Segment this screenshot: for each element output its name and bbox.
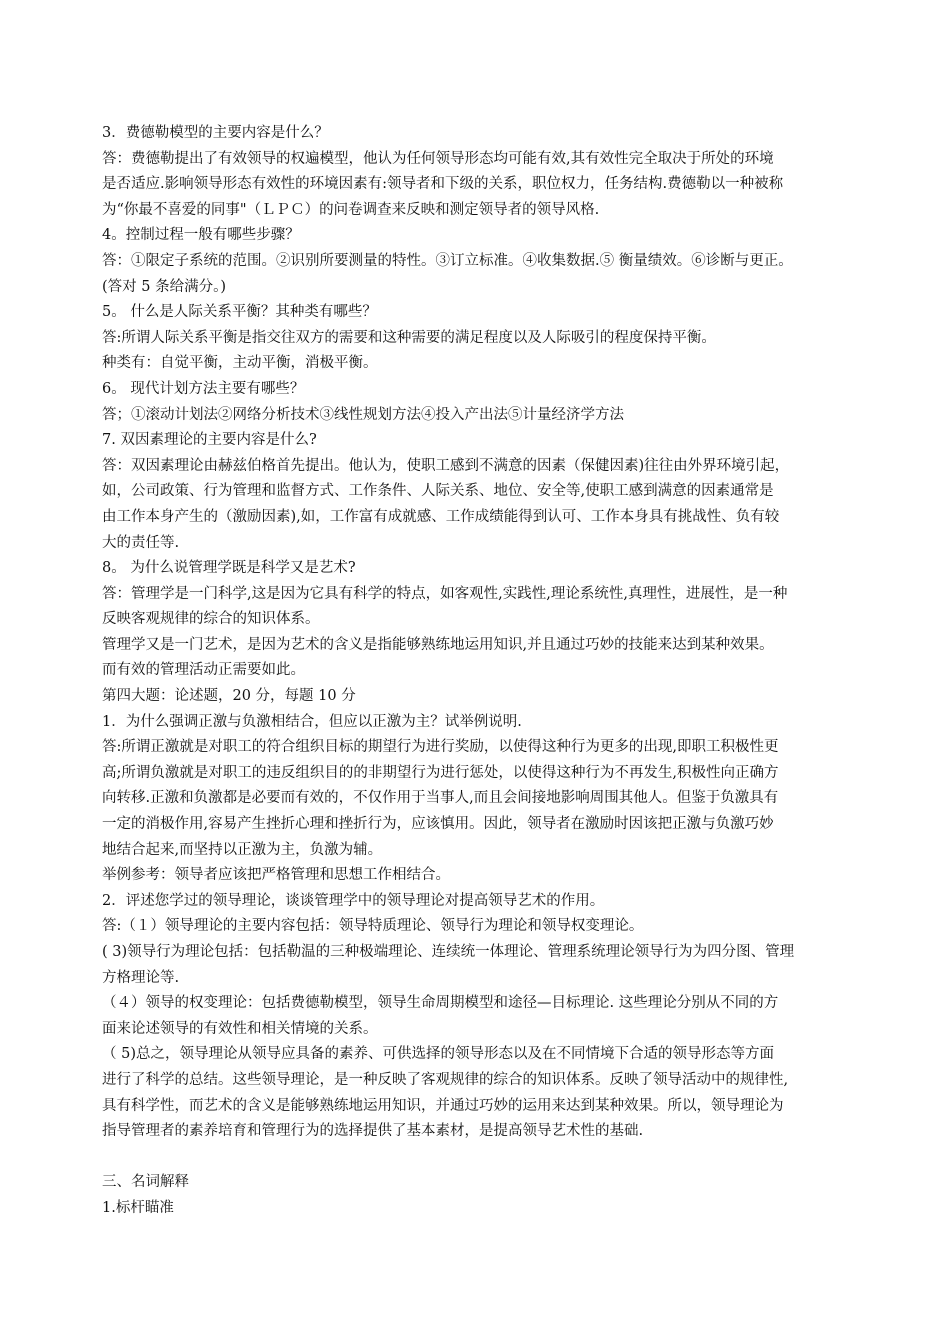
- text-line: 大的责任等.: [102, 534, 180, 551]
- text-line: 三、名词解释: [102, 1174, 189, 1191]
- text-line: 答:（１）领导理论的主要内容包括：领导特质理论、领导行为理论和领导权变理论。: [102, 918, 644, 935]
- text-line: （ 5)总之，领导理论从领导应具备的素养、可供选择的领导形态以及在不同情境下合适的领导形态等方面: [102, 1046, 774, 1063]
- text-line: 面来论述领导的有效性和相关情境的关系。: [102, 1020, 378, 1037]
- text-line: 4。控制过程一般有哪些步骤？: [102, 227, 300, 244]
- text-line: (答对 5 条给满分。): [102, 278, 227, 295]
- text-line: 管理学又是一门艺术，是因为艺术的含义是指能够熟练地运用知识,并且通过巧妙的技能来达到某种效果。: [102, 636, 774, 653]
- text-line: 由工作本身产生的（激励因素),如，工作富有成就感、工作成绩能得到认可、工作本身具有挑战性、负有较: [102, 508, 780, 525]
- text-line: 为“你最不喜爱的同事"（ＬＰＣ）的问卷调查来反映和测定领导者的领导风格.: [102, 201, 600, 218]
- text-line: 一定的消极作用,容易产生挫折心理和挫折行为，应该慎用。因此，领导者在激励时因该把正激与负激巧妙: [102, 816, 774, 833]
- document-body: [102, 121, 872, 1222]
- blank-line: [102, 1145, 872, 1171]
- text-line: 3．费德勒模型的主要内容是什么？: [102, 125, 329, 141]
- text-line: 进行了科学的总结。这些领导理论，是一种反映了客观规律的综合的知识体系。反映了领导活动中的规律性,: [102, 1071, 789, 1088]
- text-line: 答；①滚动计划法②网络分析技术③线性规划方法④投入产出法⑤计量经济学方法: [102, 406, 624, 423]
- text-line: 7. 双因素理论的主要内容是什么?: [102, 432, 317, 449]
- text-line: 举例参考：领导者应该把严格管理和思想工作相结合。: [102, 867, 450, 884]
- text-line: 1.标杆瞄准: [102, 1199, 174, 1216]
- text-line: 答：管理学是一门科学,这是因为它具有科学的特点，如客观性,实践性,理论系统性,真理性，进展性，是一种: [102, 585, 788, 602]
- text-line: 答:所谓正激就是对职工的符合组织目标的期望行为进行奖励，以使得这种行为更多的出现,即职工积极性更: [102, 739, 779, 756]
- text-line: 答：①限定子系统的范围。②识别所要测量的特性。③订立标准。④收集数据.⑤ 衡量绩效。⑥诊断与更正。: [102, 252, 793, 269]
- text-line: （４）领导的权变理论：包括费德勒模型，领导生命周期模型和途径—目标理论. 这些理论分别从不同的方: [102, 995, 779, 1012]
- text-line: 指导管理者的素养培育和管理行为的选择提供了基本素材，是提高领导艺术性的基础.: [102, 1123, 644, 1140]
- text-line: 方格理论等.: [102, 969, 180, 986]
- text-line: 向转移.正激和负激都是必要而有效的，不仅作用于当事人,而且会间接地影响周围其他人。但鉴于负激具有: [102, 790, 779, 807]
- text-line: 答:所谓人际关系平衡是指交往双方的需要和这种需要的满足程度以及人际吸引的程度保持平衡。: [102, 329, 716, 346]
- text-line: 6。 现代计划方法主要有哪些？: [102, 380, 305, 397]
- text-line: 而有效的管理活动正需要如此。: [102, 662, 305, 679]
- text-line: 是否适应.影响领导形态有效性的环境因素有:领导者和下级的关系，职位权力，任务结构.费德勒以一种被称: [102, 176, 784, 193]
- text-line: ( 3)领导行为理论包括：包括勒温的三种极端理论、连续统一体理论、管理系统理论领导行为为四分图、管理: [102, 944, 795, 960]
- text-line: 8。 为什么说管理学既是科学又是艺术?: [102, 560, 356, 577]
- text-line: 第四大题：论述题，20 分，每题 10 分: [102, 688, 356, 705]
- text-line: 1．为什么强调正激与负激相结合，但应以正激为主？试举例说明.: [102, 713, 522, 730]
- text-line: 如，公司政策、行为管理和监督方式、工作条件、人际关系、地位、安全等,使职工感到满意的因素通常是: [102, 483, 774, 500]
- text-line: 具有科学性，而艺术的含义是能够熟练地运用知识，并通过巧妙的运用来达到某种效果。所以，领导理论为: [102, 1097, 784, 1114]
- text-line: 2．评述您学过的领导理论，谈谈管理学中的领导理论对提高领导艺术的作用。: [102, 892, 605, 909]
- text-line: 答：双因素理论由赫兹伯格首先提出。他认为，使职工感到不满意的因素（保健因素)往往由外界环境引起，: [102, 457, 790, 474]
- text-line: 反映客观规律的综合的知识体系。: [102, 611, 320, 628]
- text-line: 地结合起来,而坚持以正激为主，负激为辅。: [102, 841, 383, 858]
- text-line: 5。 什么是人际关系平衡？其种类有哪些？: [102, 304, 377, 321]
- text-line: 答：费德勒提出了有效领导的权遍模型，他认为任何领导形态均可能有效,其有效性完全取决于所处的环境: [102, 150, 774, 167]
- text-line: 种类有：自觉平衡，主动平衡，消极平衡。: [102, 355, 378, 372]
- text-line: 高;所谓负激就是对职工的违反组织目的的非期望行为进行惩处，以使得这种行为不再发生,积极性向正确方: [102, 764, 779, 781]
